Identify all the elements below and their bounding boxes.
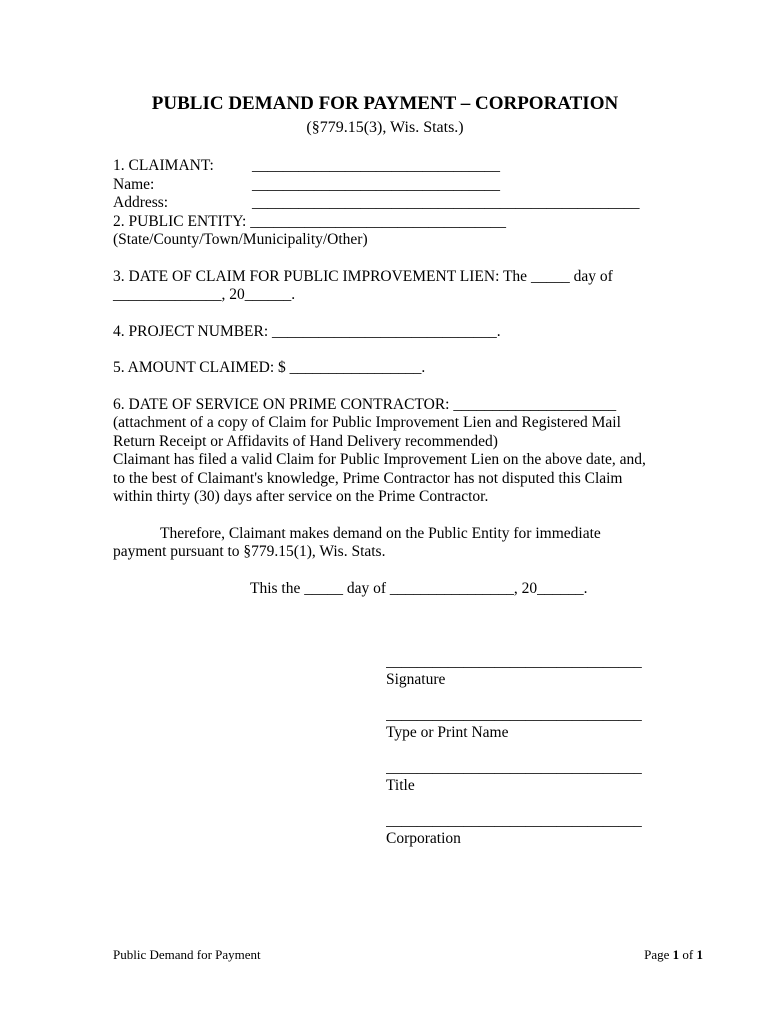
item-4-project-number: 4. PROJECT NUMBER: _____________________________. [113, 322, 501, 340]
footer-page-number: 1 [672, 947, 680, 962]
footer-of-word: of [682, 947, 694, 962]
print-name-blank-line: _________________________________ [386, 706, 642, 723]
signature-block [386, 653, 648, 848]
footer-page-total: 1 [696, 947, 703, 962]
item-6-service-section [113, 396, 657, 507]
claimant-row [113, 157, 657, 176]
address-row [113, 194, 657, 213]
item-3-date-of-claim: 3. DATE OF CLAIM FOR PUBLIC IMPROVEMENT LIEN: The _____ day of ______________, 20______. [113, 267, 613, 303]
name-label: Name: [113, 175, 155, 193]
claimant-section [113, 157, 657, 250]
demand-statement: Therefore, Claimant makes demand on the Public Entity for immediate payment pursuant to §779.15(1), Wis. Stats. [113, 524, 601, 560]
public-entity-blank-line: _________________________________ [250, 212, 506, 230]
claimant-label: 1. CLAIMANT: [113, 157, 214, 174]
attachment-note: (attachment of a copy of Claim for Public Improvement Lien and Registered Mail Return Receipt or Affidavits of Hand Delivery recommended) [113, 414, 621, 450]
name-blank-line: ________________________________ [252, 175, 500, 193]
execution-date-line: This the _____ day of ________________, 20______. [250, 579, 588, 597]
name-row [113, 176, 657, 195]
print-name-label: Type or Print Name [386, 724, 509, 741]
page-footer [113, 947, 703, 963]
claim-statement: Claimant has filed a valid Claim for Public Improvement Lien on the above date, and, to the best of Claimant's knowledge, Prime Contractor has not disputed this Claim within thirty (30) days after service on the Prime Contractor. [113, 451, 646, 505]
footer-page-word: Page [644, 947, 670, 962]
address-blank-line: __________________________________________________ [252, 194, 640, 211]
signature-label: Signature [386, 671, 446, 688]
title-label: Title [386, 777, 415, 794]
public-entity-row [113, 213, 657, 232]
footer-document-name: Public Demand for Payment [113, 947, 261, 962]
footer-page-indicator [644, 947, 703, 963]
corporation-blank-line: _________________________________ [386, 812, 642, 829]
address-label: Address: [113, 194, 169, 211]
document-subtitle: (§779.15(3), Wis. Stats.) [306, 119, 464, 136]
item-5-amount-claimed: 5. AMOUNT CLAIMED: $ _________________. [113, 359, 426, 376]
public-entity-label: 2. PUBLIC ENTITY: [113, 212, 247, 230]
signature-blank-line: _________________________________ [386, 653, 642, 670]
corporation-label: Corporation [386, 830, 461, 847]
item-6-date-of-service: 6. DATE OF SERVICE ON PRIME CONTRACTOR: _____________________ [113, 395, 617, 413]
claimant-blank-line: ________________________________ [252, 157, 500, 174]
document-title: PUBLIC DEMAND FOR PAYMENT – CORPORATION [151, 93, 619, 114]
public-entity-note: (State/County/Town/Municipality/Other) [113, 231, 368, 248]
title-blank-line: _________________________________ [386, 759, 642, 776]
